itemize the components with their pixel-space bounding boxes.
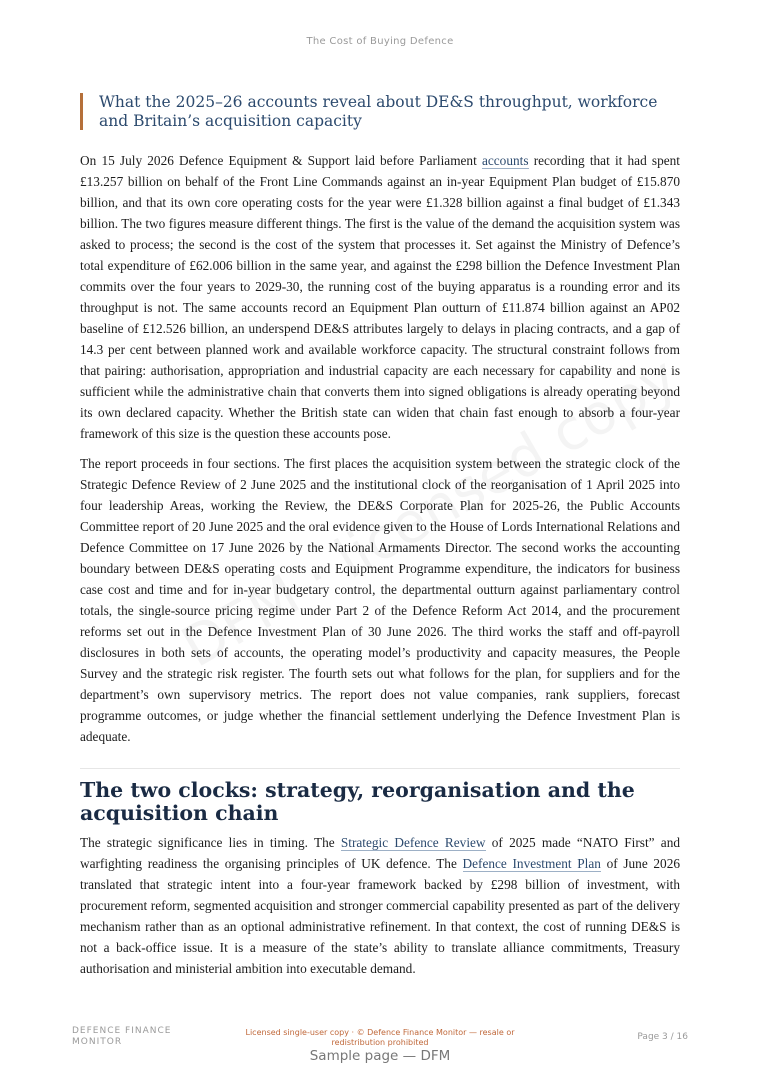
section-heading: The two clocks: strategy, reorganisation and the acquisition chain bbox=[80, 778, 635, 825]
intro-paragraph-1 bbox=[80, 150, 680, 444]
defence-investment-plan-link[interactable]: Defence Investment Plan bbox=[462, 856, 601, 871]
callout-title: What the 2025–26 accounts reveal about DE&S throughput, workforce and Britain’s acquisition capacity bbox=[99, 93, 658, 130]
intro-body bbox=[80, 150, 680, 756]
section-text-c: of June 2026 translated that strategic intent into a four-year framework backed by £298 billion of investment, with procurement reform, segmented acquisition and stronger commercial capability presented as part of the delivery mechanism rather than as an optional administrative refinement. In that context, the cost of running DE&S is not a back-office issue. It is a measure of the state’s ability to translate alliance commitments, Treasury authorisation and ministerial ambition into executable demand. bbox=[80, 856, 680, 976]
accounts-link[interactable]: accounts bbox=[481, 153, 529, 168]
section-paragraph bbox=[80, 832, 680, 979]
section-divider bbox=[80, 768, 680, 769]
strategic-defence-review-link[interactable]: Strategic Defence Review bbox=[340, 835, 486, 850]
intro-p1-text-a: On 15 July 2026 Defence Equipment & Support laid before Parliament bbox=[80, 153, 482, 168]
section-two-clocks bbox=[80, 779, 680, 988]
footer-license: Licensed single-user copy · © Defence Finance Monitor — resale or redistribution prohibited bbox=[245, 1028, 515, 1047]
running-header: The Cost of Buying Defence bbox=[306, 36, 454, 47]
callout-box bbox=[80, 93, 680, 130]
sample-label: Sample page — DFM bbox=[309, 1048, 451, 1064]
section-text-a: The strategic significance lies in timing. The bbox=[80, 835, 341, 850]
intro-paragraph-2: The report proceeds in four sections. The first places the acquisition system between the strategic clock of the Strategic Defence Review of 2 June 2025 and the institutional clock of the reorganisation of 1 April 2025 into four leadership Areas, working the Review, the DE&S Corporate Plan for 2025-26, the Public Accounts Committee report of 20 June 2025 and the oral evidence given to the House of Lords International Relations and Defence Committee on 17 June 2026 by the National Armaments Director. The second works the accounting boundary between DE&S operating costs and Equipment Programme expenditure, the indicators for business case cost and time and for in-year budgetary control, the departmental outturn against parliamentary control totals, the single-source pricing regime under Part 2 of the Defence Reform Act 2014, and the procurement reforms set out in the Defence Investment Plan of 30 June 2026. The third works the staff and off-payroll disclosures in both sets of accounts, the operating model’s productivity and capacity measures, the People Survey and the strategic risk register. The fourth sets out what follows for the plan, for suppliers and for the department’s own supervisory metrics. The report does not value companies, rank suppliers, forecast programme outcomes, or judge whether the financial settlement underlying the Defence Investment Plan is adequate. bbox=[80, 456, 680, 744]
footer-page-number: Page 3 / 16 bbox=[637, 1032, 688, 1042]
footer-publisher: DEFENCE FINANCE MONITOR bbox=[72, 1026, 172, 1047]
section-text-b: of 2025 made “NATO First” and warfighting readiness the organising principles of UK defence. The bbox=[80, 835, 681, 871]
intro-p1-text-b: recording that it had spent £13.257 billion on behalf of the Front Line Commands against an in-year Equipment Plan budget of £15.870 billion, and that its own core operating costs for the year were £1.328 billion against a final budget of £1.343 billion. The two figures measure different things. The first is the value of the demand the acquisition system was asked to process; the second is the cost of the system that processes it. Set against the Ministry of Defence’s total expenditure of £62.006 billion in the same year, and against the £298 billion the Defence Investment Plan commits over the four years to 2029-30, the running cost of the buying apparatus is a rounding error and its throughput is not. The same accounts record an Equipment Plan outturn of £11.874 billion against an AP02 baseline of £12.526 billion, an underspend DE&S attributes largely to delays in placing contracts, and a gap of 14.3 per cent between planned work and available workforce capacity. The structural constraint follows from that pairing: authorisation, appropriation and industrial capacity are each necessary for capability and none is sufficient while the administrative chain that converts them into signed obligations is already operating beyond its own declared capacity. Whether the British state can widen that chain fast enough to absorb a four-year framework of this size is the question these accounts pose. bbox=[80, 153, 680, 441]
